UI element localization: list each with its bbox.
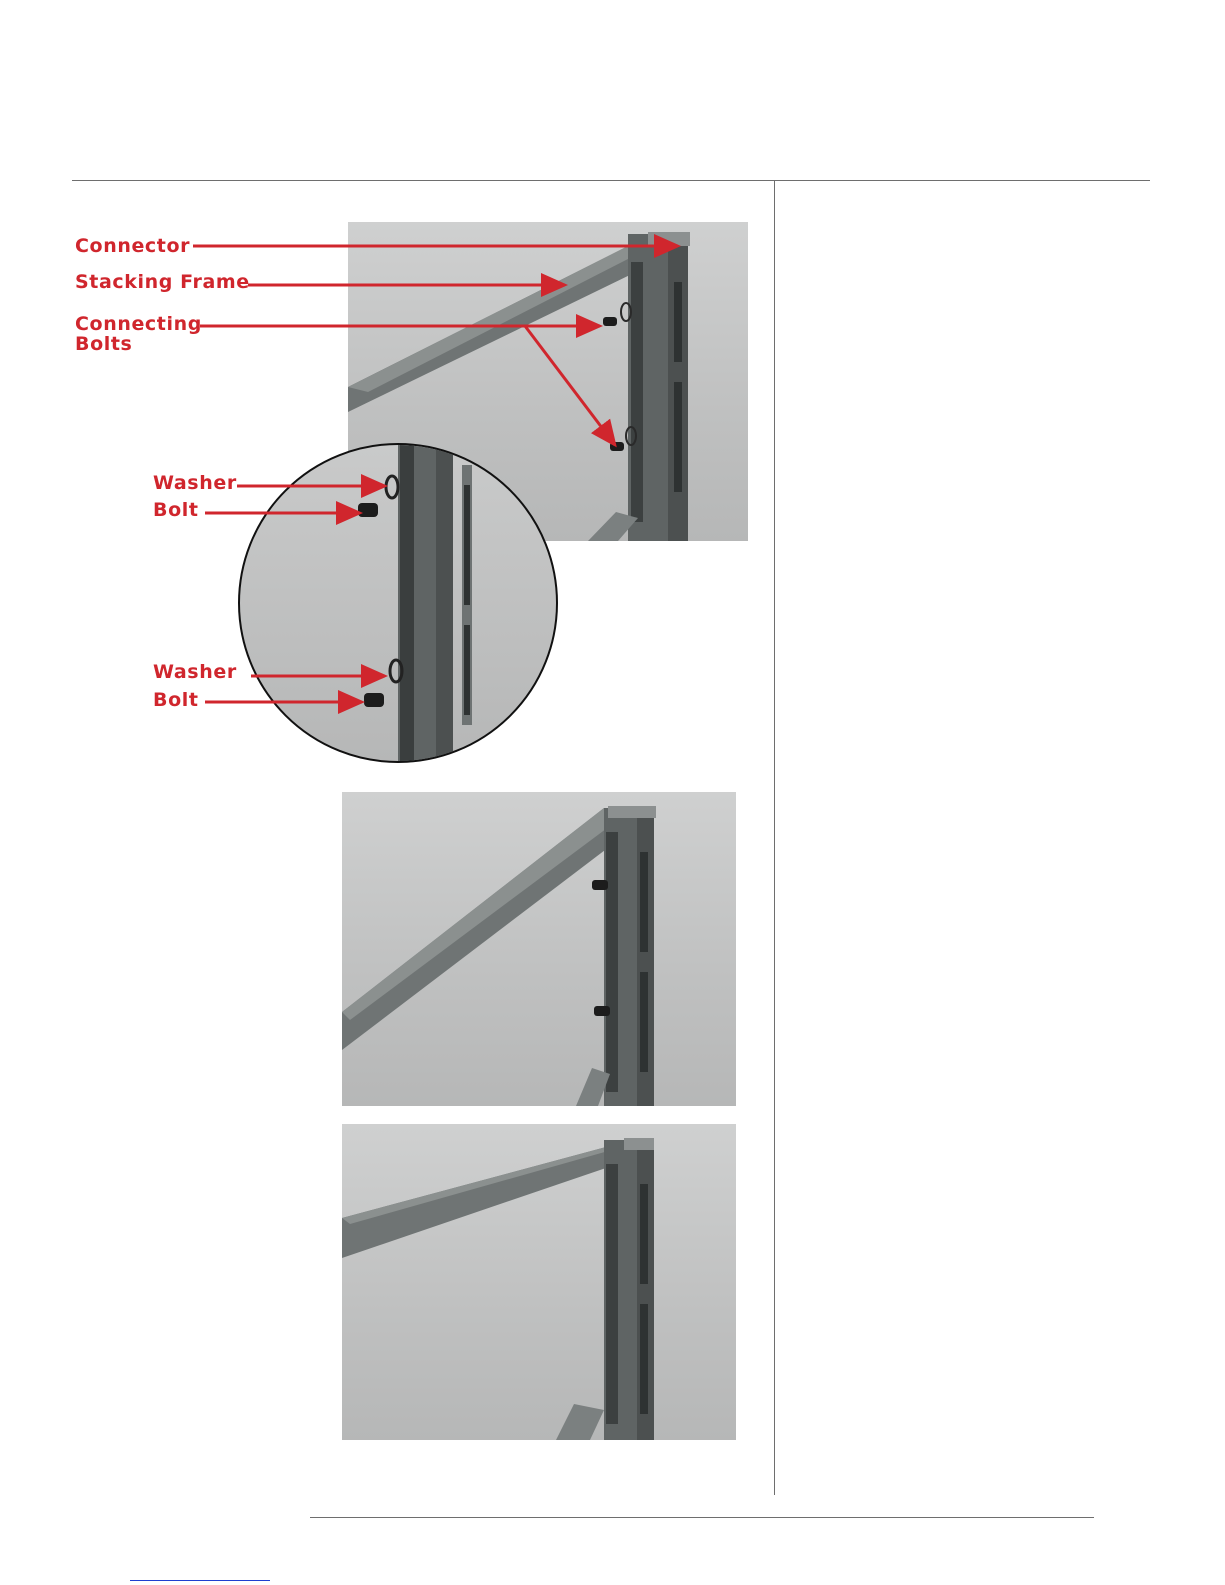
label-connecting-bolts-line1: Connecting (75, 313, 202, 335)
label-washer-top: Washer (153, 472, 237, 494)
frame-photo-bolts-inserted (342, 792, 736, 1106)
arrow-connecting-bolt-2 (525, 326, 615, 445)
label-washer-bottom: Washer (153, 661, 237, 683)
frame-photo-bolts-tightened (342, 1124, 736, 1440)
label-stacking-frame: Stacking Frame (75, 271, 250, 293)
label-connecting-bolts-line2: Bolts (75, 333, 133, 355)
label-bolt-top: Bolt (153, 499, 199, 521)
label-connector: Connector (75, 235, 191, 257)
label-bolt-bottom: Bolt (153, 689, 199, 711)
